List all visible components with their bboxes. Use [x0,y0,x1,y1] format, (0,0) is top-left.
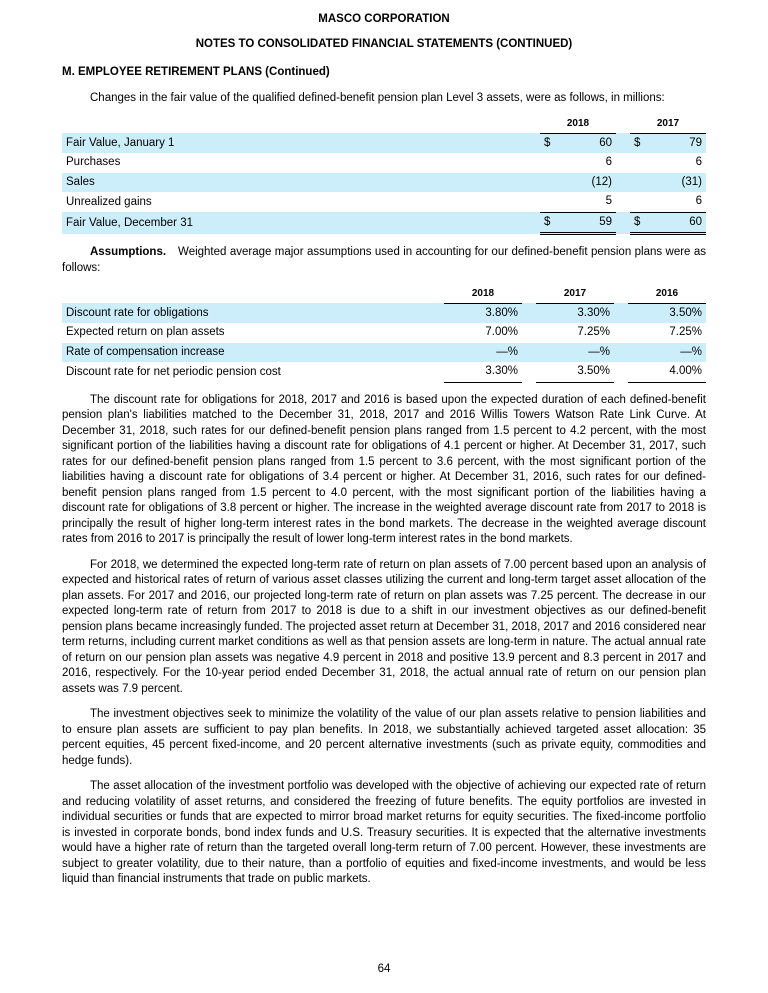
currency-symbol [540,192,556,212]
row-label: Fair Value, December 31 [66,217,193,229]
table-row [62,303,706,323]
row-label: Purchases [66,156,121,168]
currency-symbol: $ [544,136,551,149]
table-row [62,362,706,382]
currency-symbol: $ [540,212,556,234]
cell-value: 4.00% [628,362,706,382]
currency-symbol [540,173,556,193]
row-label: Sales [66,175,95,188]
cell-value: 7.25% [577,326,610,338]
table-row [62,323,706,343]
cell-value: 3.50% [536,362,614,382]
table-row [62,192,706,212]
page-number: 64 [377,962,391,975]
cell-value: 79 [689,136,702,149]
currency-symbol [630,173,646,193]
document-title: NOTES TO CONSOLIDATED FINANCIAL STATEMENTS (CONTINUED) [195,37,573,50]
table-row [62,173,706,193]
cell-value: (31) [681,175,702,188]
cell-value: 59 [556,212,616,234]
cell-value: 3.30% [444,362,522,382]
assumptions-lead: Assumptions. [90,246,167,258]
cell-value: 6 [695,156,702,168]
row-label: Discount rate for obligations [66,306,209,319]
table-header-row [62,114,706,133]
currency-symbol [630,153,646,173]
paragraph-expected-return: For 2018, we determined the expected long-term rate of return on plan assets of 7.00 percent based upon an analysis of expected and historical rates of return of various asset classes utilizing the current and long-term target asset allocation of the plan assets. For 2017 and 2016, our projected long-term rate of return on plan assets was 7.25 percent. The decrease in our expected long-term rate of return from 2017 to 2018 is due to a shift in our investment objectives as our defined-benefit pension plans became increasingly funded. The projected asset return at December 31, 2018, 2017 and 2016 considered near term returns, including current market conditions as well as that pension assets are long-term in nature. The actual annual rate of return on our pension plan assets was negative 4.9 percent in 2018 and positive 13.9 percent and 8.3 percent in 2017 and 2016, respectively. For the 10-year period ended December 31, 2018, the actual annual rate of return on our pension plan assets was 7.9 percent. [62,558,706,695]
currency-symbol: $ [630,212,646,234]
cell-value: 3.30% [577,306,610,319]
column-header-2017: 2017 [536,284,614,303]
intro-paragraph: Changes in the fair value of the qualified defined-benefit pension plan Level 3 assets, were as follows, in millions: [90,91,665,104]
table-row [62,153,706,173]
row-label: Rate of compensation increase [66,345,225,358]
cell-value: 60 [599,136,612,149]
table-header-row [62,284,706,303]
assumptions-table [62,284,706,383]
column-header-2017: 2017 [630,114,706,133]
table-row [62,133,706,153]
column-header-2018: 2018 [444,284,522,303]
row-label: Unrealized gains [66,195,152,208]
row-label: Expected return on plan assets [66,326,225,338]
section-heading: M. EMPLOYEE RETIREMENT PLANS (Continued) [62,66,330,78]
company-name: MASCO CORPORATION [318,13,450,25]
assumptions-paragraph [62,245,706,276]
currency-symbol: $ [634,136,641,149]
cell-value: (12) [591,175,612,188]
cell-value: 6 [695,195,702,207]
currency-symbol [540,153,556,173]
row-label: Discount rate for net periodic pension cost [66,365,281,378]
column-header-2018: 2018 [540,114,616,133]
level3-assets-table [62,114,706,235]
row-label: Fair Value, January 1 [66,136,175,149]
table-row-total [62,212,706,234]
column-header-2016: 2016 [628,284,706,303]
cell-value: —% [496,345,518,358]
paragraph-discount-rate: The discount rate for obligations for 2018, 2017 and 2016 is based upon the expected duration of each defined-benefit pension plan's liabilities matched to the December 31, 2018, 2017 and 2016 Willis Towers Watson Rate Link Curve. At December 31, 2018, such rates for our defined-benefit pension plans ranged from 1.5 percent to 4.2 percent, with the most significant portion of the liabilities having a discount rate for obligations of 4.1 percent or higher. At December 31, 2017, such rates for our defined-benefit pension plans ranged from 1.5 percent to 3.6 percent, with the most significant portion of the liabilities having a discount rate for obligations of 3.4 percent or higher. At December 31, 2016, such rates for our defined-benefit pension plans ranged from 1.5 percent to 4.0 percent, with the most significant portion of the liabilities having a discount rate for obligations of 3.8 percent or higher. The increase in the weighted average discount rate from 2017 to 2018 is principally the result of higher long-term interest rates in the bond markets. The decrease in the weighted average discount rates from 2016 to 2017 is principally the result of lower long-term interest rates in the bond markets. [62,393,706,545]
paragraph-asset-allocation: The asset allocation of the investment portfolio was developed with the objective of achieving our expected rate of return and reducing volatility of asset returns, and considered the freezing of future benefits. The equity portfolios are invested in individual securities or funds that are expected to mirror broad market returns for equity securities. The fixed-income portfolio is invested in corporate bonds, bond index funds and U.S. Treasury securities. It is expected that the alternative investments would have a higher rate of return than the targeted overall long-term return of 7.00 percent. However, these investments are subject to greater volatility, due to their nature, than a portfolio of equities and fixed-income investments, and would be less liquid than financial instruments that trade on public markets. [62,780,706,885]
cell-value: 3.50% [669,306,702,319]
cell-value: 5 [605,195,612,207]
assumptions-text: Weighted average major assumptions used in accounting for our defined-benefit pension plans were as follows: [62,246,706,274]
cell-value: —% [680,345,702,358]
currency-symbol [630,192,646,212]
cell-value: 7.25% [669,326,702,338]
cell-value: 60 [646,212,706,234]
cell-value: 7.00% [485,326,518,338]
cell-value: —% [588,345,610,358]
cell-value: 3.80% [485,306,518,319]
cell-value: 6 [605,156,612,168]
table-row [62,343,706,363]
paragraph-investment-objectives: The investment objectives seek to minimize the volatility of the value of our plan assets relative to pension liabilities and to ensure plan assets are sufficient to pay plan benefits. In 2018, we substantially achieved targeted asset allocation: 35 percent equities, 45 percent fixed-income, and 20 percent alternative investments (such as private equity, commodities and hedge funds). [62,708,706,767]
